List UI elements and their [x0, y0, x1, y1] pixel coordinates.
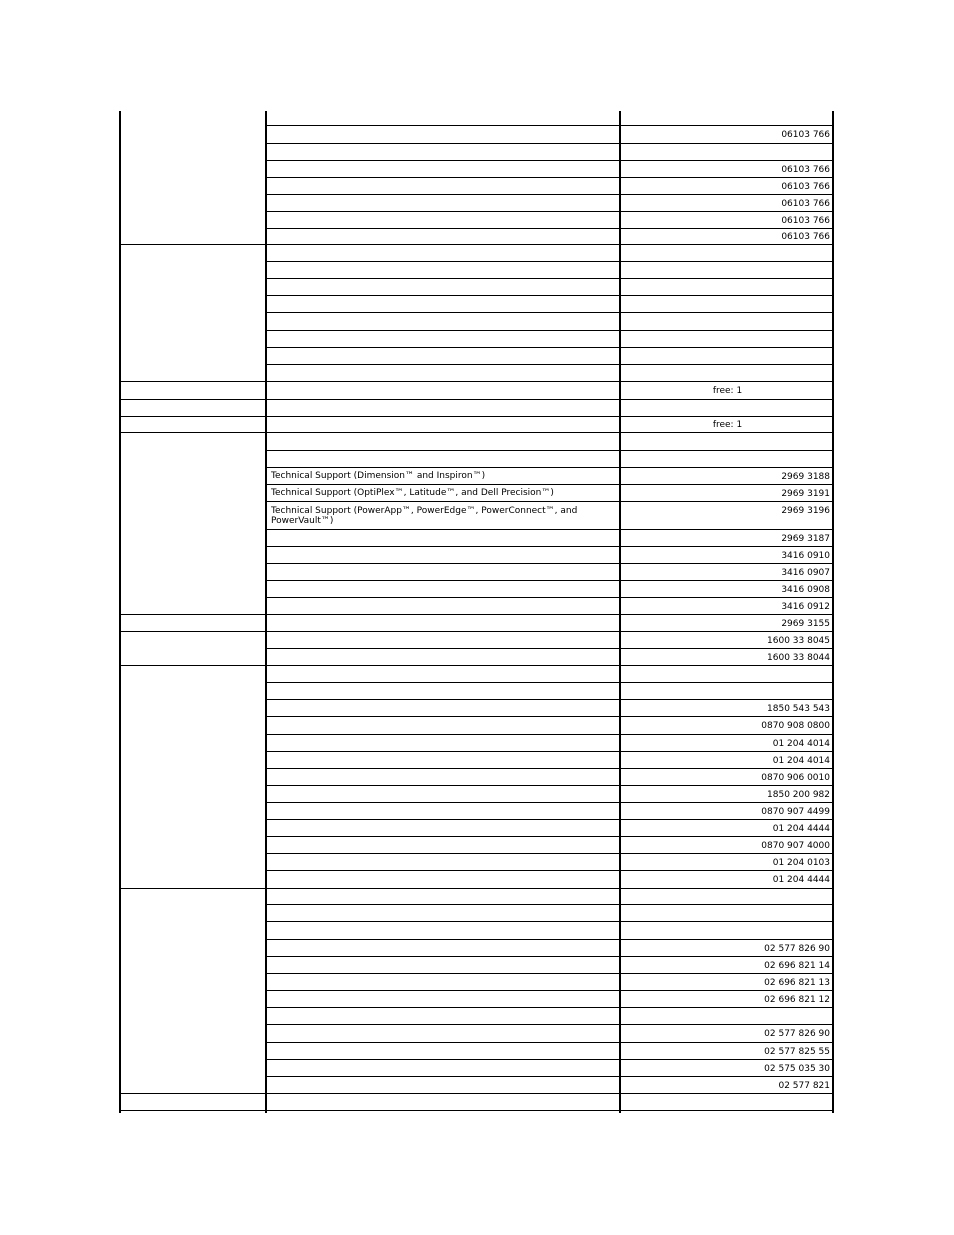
row-rule — [266, 921, 834, 922]
row-rule — [266, 501, 834, 502]
row-rule — [266, 278, 834, 279]
row-rule — [266, 1042, 834, 1043]
phone-number: 0870 906 0010 — [761, 773, 830, 783]
row-rule — [266, 648, 834, 649]
group-rule — [120, 381, 834, 382]
phone-number: 1850 543 543 — [767, 704, 830, 714]
phone-number: 3416 0908 — [781, 585, 830, 595]
row-rule — [266, 990, 834, 991]
phone-number: 1850 200 982 — [767, 790, 830, 800]
phone-number: 02 577 826 90 — [764, 1029, 830, 1039]
phone-number: 2969 3155 — [781, 619, 830, 629]
row-rule — [266, 734, 834, 735]
group-rule — [120, 888, 834, 889]
phone-number: 02 696 821 14 — [764, 961, 830, 971]
row-rule — [266, 347, 834, 348]
row-rule — [266, 211, 834, 212]
phone-number: 0870 907 4499 — [761, 807, 830, 817]
phone-number: 06103 766 — [781, 216, 830, 226]
row-rule — [266, 699, 834, 700]
row-rule — [266, 160, 834, 161]
row-rule — [266, 546, 834, 547]
row-rule — [266, 751, 834, 752]
service-description: Technical Support (Dimension™ and Inspiron™) — [271, 471, 486, 481]
row-rule — [266, 768, 834, 769]
phone-number: 02 577 825 55 — [764, 1047, 830, 1057]
phone-number: 0870 908 0800 — [761, 721, 830, 731]
row-rule — [266, 261, 834, 262]
group-rule — [120, 244, 834, 245]
row-rule — [266, 904, 834, 905]
row-rule — [266, 939, 834, 940]
row-rule — [266, 1076, 834, 1077]
row-rule — [266, 228, 834, 229]
group-rule — [120, 1093, 834, 1094]
row-rule — [266, 529, 834, 530]
row-rule — [266, 597, 834, 598]
phone-number: 2969 3187 — [781, 534, 830, 544]
row-rule — [266, 330, 834, 331]
phone-number: 2969 3196 — [781, 506, 830, 516]
phone-number: 2969 3188 — [781, 472, 830, 482]
row-rule — [266, 143, 834, 144]
row-rule — [266, 467, 834, 468]
row-rule — [266, 484, 834, 485]
group-rule — [120, 665, 834, 666]
phone-number: 01 204 4444 — [772, 824, 830, 834]
service-description: Technical Support (OptiPlex™, Latitude™, and Dell Precision™) — [271, 488, 554, 498]
row-rule — [266, 716, 834, 717]
phone-number: free: 1 — [712, 386, 743, 396]
row-rule — [266, 312, 834, 313]
row-rule — [266, 295, 834, 296]
phone-number: 02 577 826 90 — [764, 944, 830, 954]
phone-number: 01 204 0103 — [772, 858, 830, 868]
phone-number: 1600 33 8045 — [767, 636, 830, 646]
row-rule — [266, 956, 834, 957]
phone-number: 02 577 821 — [778, 1081, 830, 1091]
group-rule — [120, 432, 834, 433]
row-rule — [266, 973, 834, 974]
row-rule — [266, 194, 834, 195]
row-rule — [266, 870, 834, 871]
row-rule — [266, 853, 834, 854]
phone-number: 1600 33 8044 — [767, 653, 830, 663]
phone-number: free: 1 — [712, 420, 743, 430]
phone-number: 02 696 821 13 — [764, 978, 830, 988]
phone-number: 06103 766 — [781, 165, 830, 175]
phone-number: 01 204 4014 — [772, 739, 830, 749]
group-rule — [120, 1110, 834, 1111]
phone-number: 06103 766 — [781, 182, 830, 192]
phone-number: 01 204 4444 — [772, 875, 830, 885]
column-rule-0 — [119, 111, 121, 1113]
row-rule — [266, 682, 834, 683]
phone-number: 0870 907 4000 — [761, 841, 830, 851]
row-rule — [266, 364, 834, 365]
phone-number: 02 575 035 30 — [764, 1064, 830, 1074]
group-rule — [120, 399, 834, 400]
phone-number: 2969 3191 — [781, 489, 830, 499]
phone-number: 02 696 821 12 — [764, 995, 830, 1005]
row-rule — [266, 177, 834, 178]
row-rule — [266, 580, 834, 581]
row-rule — [266, 819, 834, 820]
phone-number: 01 204 4014 — [772, 756, 830, 766]
row-rule — [266, 563, 834, 564]
row-rule — [266, 1024, 834, 1025]
group-rule — [120, 614, 834, 615]
group-rule — [120, 416, 834, 417]
phone-number: 06103 766 — [781, 199, 830, 209]
group-rule — [120, 631, 834, 632]
row-rule — [266, 1007, 834, 1008]
phone-number: 06103 766 — [781, 232, 830, 242]
row-rule — [266, 125, 834, 126]
phone-number: 06103 766 — [781, 130, 830, 140]
row-rule — [266, 785, 834, 786]
phone-number: 3416 0910 — [781, 551, 830, 561]
phone-number: 3416 0907 — [781, 568, 830, 578]
row-rule — [266, 802, 834, 803]
row-rule — [266, 450, 834, 451]
service-description: Technical Support (PowerApp™, PowerEdge™, PowerConnect™, and PowerVault™) — [271, 506, 578, 526]
phone-number: 3416 0912 — [781, 602, 830, 612]
row-rule — [266, 1059, 834, 1060]
row-rule — [266, 836, 834, 837]
